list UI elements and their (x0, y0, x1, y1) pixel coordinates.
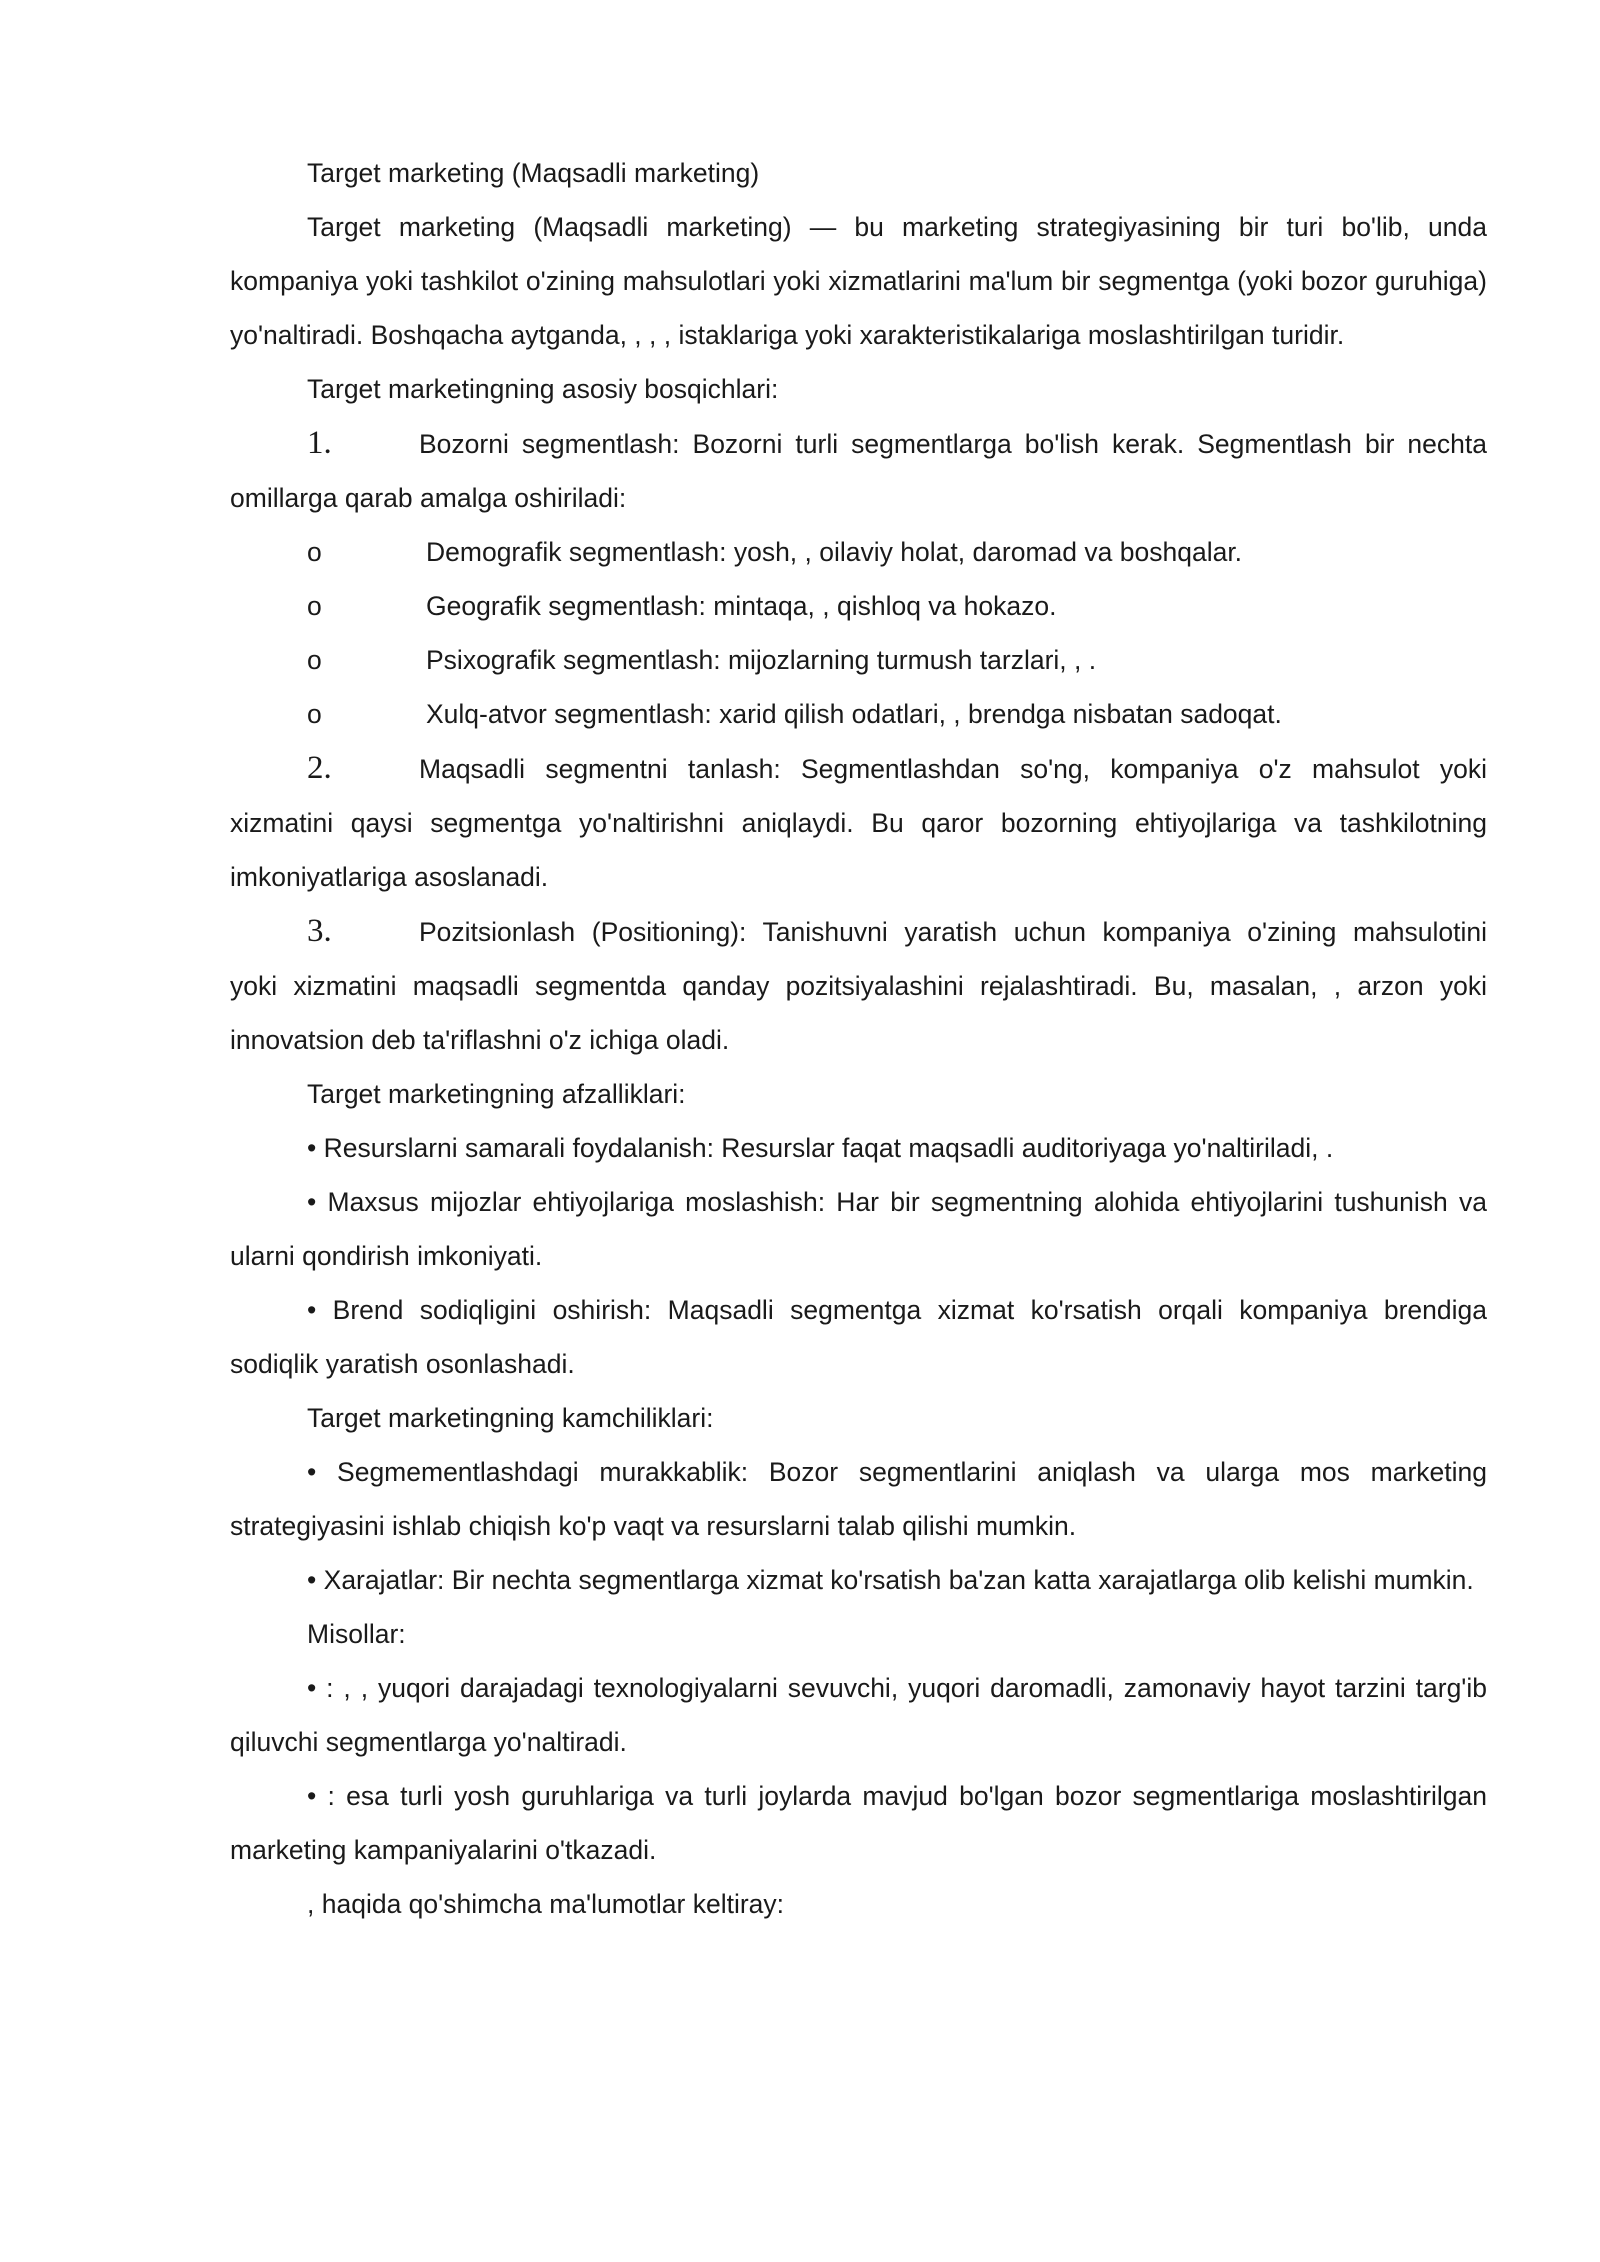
sub-item-text: Geografik segmentlash: mintaqa, , qishloq va hokazo. (426, 591, 1057, 621)
document-body (230, 146, 1487, 1931)
closing-line: , haqida qo'shimcha ma'lumotlar keltiray: (307, 1889, 785, 1919)
step-first-line: Maqsadli segmentni tanlash: Segmentlashdan so'ng, kompaniya o'z mahsulot yoki (419, 754, 1487, 784)
disadvantages-heading: Target marketingning kamchiliklari: (307, 1403, 714, 1433)
step-first-line: Pozitsionlash (Positioning): Tanishuvni yaratish uchun kompaniya o'zining mahsulotini (419, 917, 1487, 947)
document-title: Target marketing (Maqsadli marketing) (307, 158, 760, 188)
sub-item (230, 633, 1487, 687)
sub-item-text: Demografik segmentlash: yosh, , oilaviy holat, daromad va boshqalar. (426, 537, 1243, 567)
stages-heading: Target marketingning asosiy bosqichlari: (307, 374, 779, 404)
step-3 (230, 904, 1487, 959)
step-number: 1. (307, 425, 332, 461)
sub-item (230, 687, 1487, 741)
step-1 (230, 416, 1487, 471)
sub-item (230, 525, 1487, 579)
sub-item-marker: o (307, 591, 322, 621)
step-continuation: xizmatini qaysi segmentga yo'naltirishni aniqlaydi. Bu qaror bozorning ehtiyojlariga va tashkilotning imkoniyatlariga asoslanadi. (230, 808, 1487, 892)
sub-item-text: Psixografik segmentlash: mijozlarning turmush tarzlari, , . (426, 645, 1097, 675)
example-item: • : , , yuqori darajadagi texnologiyalarni sevuvchi, yuqori daromadli, zamonaviy hayot tarzini targ'ib qiluvchi segmentlarga yo'naltiradi. (230, 1673, 1487, 1757)
step-number: 2. (307, 750, 332, 786)
step-continuation: yoki xizmatini maqsadli segmentda qanday pozitsiyalashini rejalashtiradi. Bu, masalan, , arzon yoki innovatsion deb ta'riflashni o'z ichiga oladi. (230, 971, 1487, 1055)
step-number: 3. (307, 913, 332, 949)
sub-item-text: Xulq-atvor segmentlash: xarid qilish odatlari, , brendga nisbatan sadoqat. (426, 699, 1282, 729)
step-2 (230, 741, 1487, 796)
sub-item-marker: o (307, 537, 322, 567)
examples-heading: Misollar: (307, 1619, 406, 1649)
step-continuation: omillarga qarab amalga oshiriladi: (230, 483, 627, 513)
advantage-item: • Brend sodiqligini oshirish: Maqsadli segmentga xizmat ko'rsatish orqali kompaniya brendiga sodiqlik yaratish osonlashadi. (230, 1295, 1487, 1379)
intro-paragraph: Target marketing (Maqsadli marketing) — bu marketing strategiyasining bir turi bo'lib, unda kompaniya yoki tashkilot o'zining mahsulotlari yoki xizmatlarini ma'lum bir segmentga (yoki bozor guruhiga) yo'naltiradi. Boshqacha aytganda, , , , istaklariga yoki xarakteristikalariga moslashtirilgan turidir. (230, 212, 1487, 350)
disadvantage-item: • Segmementlashdagi murakkablik: Bozor segmentlarini aniqlash va ularga mos marketing strategiyasini ishlab chiqish ko'p vaqt va resurslarni talab qilishi mumkin. (230, 1457, 1487, 1541)
sub-item-marker: o (307, 699, 322, 729)
sub-item (230, 579, 1487, 633)
advantage-item: • Resurslarni samarali foydalanish: Resurslar faqat maqsadli auditoriyaga yo'naltiriladi, . (307, 1133, 1334, 1163)
step-first-line: Bozorni segmentlash: Bozorni turli segmentlarga bo'lish kerak. Segmentlash bir nechta (419, 429, 1487, 459)
example-item: • : esa turli yosh guruhlariga va turli joylarda mavjud bo'lgan bozor segmentlariga moslashtirilgan marketing kampaniyalarini o'tkazadi. (230, 1781, 1487, 1865)
disadvantage-item: • Xarajatlar: Bir nechta segmentlarga xizmat ko'rsatish ba'zan katta xarajatlarga olib kelishi mumkin. (307, 1565, 1474, 1595)
advantage-item: • Maxsus mijozlar ehtiyojlariga moslashish: Har bir segmentning alohida ehtiyojlarini tushunish va ularni qondirish imkoniyati. (230, 1187, 1487, 1271)
sub-item-marker: o (307, 645, 322, 675)
advantages-heading: Target marketingning afzalliklari: (307, 1079, 686, 1109)
